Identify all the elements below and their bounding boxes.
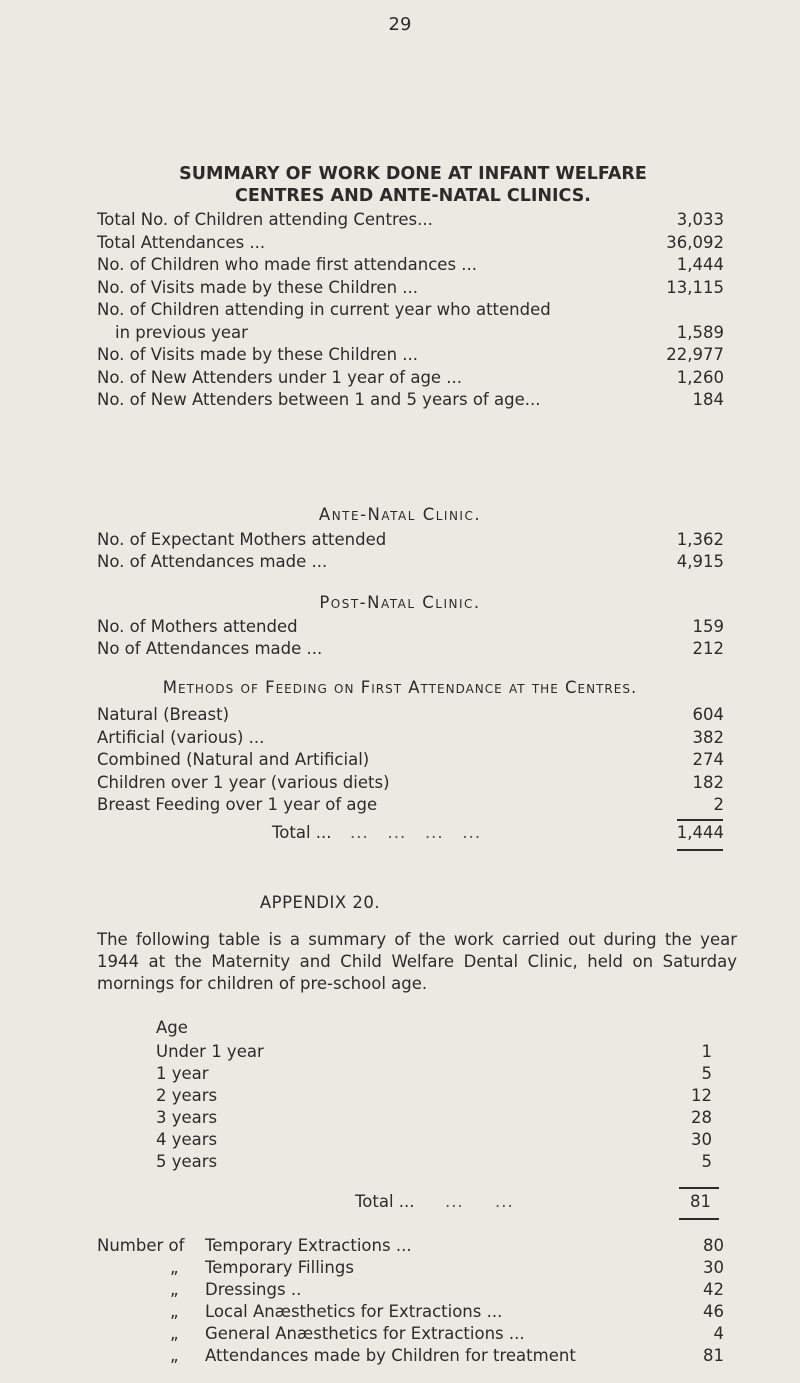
post-natal-row-label: No of Attendances made ... bbox=[97, 639, 323, 658]
age-total-value: 81 bbox=[690, 1192, 711, 1211]
feeding-row-label: Natural (Breast) bbox=[97, 705, 230, 724]
treatment-label: Temporary Fillings bbox=[205, 1258, 354, 1277]
age-rule-top bbox=[679, 1187, 719, 1189]
feeding-heading: Methods of Feeding on First Attendance at the Centres. bbox=[162, 678, 638, 697]
summary-row-label: No. of New Attenders under 1 year of age ... bbox=[97, 367, 463, 387]
age-row-value: 5 bbox=[701, 1064, 712, 1083]
ante-natal-row-value: 1,362 bbox=[676, 530, 724, 549]
age-row-label: 2 years bbox=[156, 1086, 218, 1105]
summary-title-line2: CENTRES AND ANTE-NATAL CLINICS. bbox=[235, 186, 591, 206]
age-row-label: 1 year bbox=[156, 1064, 209, 1083]
summary-row-value: 1,444 bbox=[676, 255, 724, 274]
ditto-mark: „ bbox=[170, 1258, 179, 1277]
post-natal-row-value: 212 bbox=[692, 639, 724, 658]
treatment-label: Attendances made by Children for treatment bbox=[205, 1346, 576, 1365]
age-row-value: 1 bbox=[701, 1042, 712, 1061]
age-total-label: Total ... bbox=[355, 1192, 415, 1211]
feeding-row-value: 274 bbox=[692, 750, 724, 769]
treatment-value: 30 bbox=[703, 1258, 724, 1277]
summary-row-label: No. of Children attending in current year who attended bbox=[97, 300, 551, 319]
summary-row-value: 13,115 bbox=[666, 277, 724, 297]
post-natal-heading: Post-Natal Clinic. bbox=[319, 593, 481, 612]
ante-natal-row-label: No. of Expectant Mothers attended bbox=[97, 530, 387, 549]
feeding-row-label: Combined (Natural and Artificial) bbox=[97, 750, 370, 769]
feeding-row-value: 604 bbox=[692, 705, 724, 724]
treatment-value: 46 bbox=[703, 1302, 724, 1321]
post-natal-row-value: 159 bbox=[692, 617, 724, 636]
page-number: 29 bbox=[388, 14, 412, 35]
age-header-label: Age bbox=[156, 1018, 188, 1037]
post-natal-row-label: No. of Mothers attended bbox=[97, 617, 298, 636]
summary-row-label: No. of New Attenders between 1 and 5 years of age... bbox=[97, 390, 541, 409]
feeding-row-value: 182 bbox=[692, 772, 724, 792]
leader-dots: ... ... bbox=[445, 1192, 514, 1211]
age-row-value: 30 bbox=[691, 1130, 712, 1149]
appendix-paragraph: The following table is a summary of the work carried out during the year 1944 at the Maternity and Child Welfare Dental Clinic, held on Saturday mornings for children of pre-school age. bbox=[97, 930, 737, 993]
summary-row-value: 3,033 bbox=[676, 210, 724, 229]
age-row-label: Under 1 year bbox=[156, 1042, 264, 1061]
feeding-total-label: Total ... bbox=[272, 823, 332, 842]
feeding-rule-top bbox=[677, 819, 723, 821]
leader-dots: ... ... ... ... bbox=[350, 823, 482, 842]
age-rule-bottom bbox=[679, 1218, 719, 1220]
treatment-prefix: Number of bbox=[97, 1236, 185, 1255]
summary-row-value: 22,977 bbox=[666, 345, 724, 364]
treatment-value: 80 bbox=[703, 1236, 724, 1255]
feeding-total-value: 1,444 bbox=[676, 823, 724, 842]
feeding-row-label: Children over 1 year (various diets) bbox=[97, 772, 390, 792]
summary-row-label: No. of Visits made by these Children ... bbox=[97, 345, 419, 364]
ditto-mark: „ bbox=[170, 1346, 179, 1365]
treatment-value: 42 bbox=[703, 1280, 724, 1299]
summary-row-value: 1,589 bbox=[676, 322, 724, 342]
feeding-row-label: Breast Feeding over 1 year of age bbox=[97, 795, 378, 814]
summary-row-value: 36,092 bbox=[666, 232, 724, 252]
summary-title-line1: SUMMARY OF WORK DONE AT INFANT WELFARE bbox=[179, 164, 647, 184]
treatment-label: General Anæsthetics for Extractions ... bbox=[205, 1324, 525, 1343]
summary-row-label: Total No. of Children attending Centres... bbox=[97, 210, 433, 229]
age-row-label: 5 years bbox=[156, 1152, 218, 1171]
treatment-value: 4 bbox=[713, 1324, 724, 1343]
feeding-row-value: 2 bbox=[713, 795, 724, 814]
summary-row-label: in previous year bbox=[115, 322, 248, 342]
treatment-value: 81 bbox=[703, 1346, 724, 1365]
age-row-label: 4 years bbox=[156, 1130, 218, 1149]
age-row-value: 28 bbox=[691, 1108, 712, 1127]
age-row-value: 5 bbox=[701, 1152, 712, 1171]
treatment-label: Dressings .. bbox=[205, 1280, 302, 1299]
summary-row-label: No. of Children who made first attendances ... bbox=[97, 255, 478, 274]
ditto-mark: „ bbox=[170, 1280, 179, 1299]
ante-natal-row-label: No. of Attendances made ... bbox=[97, 552, 328, 571]
summary-row-label: Total Attendances ... bbox=[97, 232, 266, 252]
age-row-value: 12 bbox=[691, 1086, 712, 1105]
treatment-label: Temporary Extractions ... bbox=[205, 1236, 412, 1255]
ante-natal-heading: Ante-Natal Clinic. bbox=[318, 505, 482, 524]
summary-row-value: 184 bbox=[692, 390, 724, 409]
feeding-row-label: Artificial (various) ... bbox=[97, 727, 265, 747]
summary-row-label: No. of Visits made by these Children ... bbox=[97, 277, 419, 297]
ante-natal-row-value: 4,915 bbox=[676, 552, 724, 571]
summary-row-value: 1,260 bbox=[676, 367, 724, 387]
age-row-label: 3 years bbox=[156, 1108, 218, 1127]
ditto-mark: „ bbox=[170, 1302, 179, 1321]
ditto-mark: „ bbox=[170, 1324, 179, 1343]
feeding-row-value: 382 bbox=[692, 727, 724, 747]
treatment-label: Local Anæsthetics for Extractions ... bbox=[205, 1302, 503, 1321]
feeding-rule-bottom bbox=[677, 849, 723, 851]
appendix-heading: APPENDIX 20. bbox=[259, 893, 381, 912]
